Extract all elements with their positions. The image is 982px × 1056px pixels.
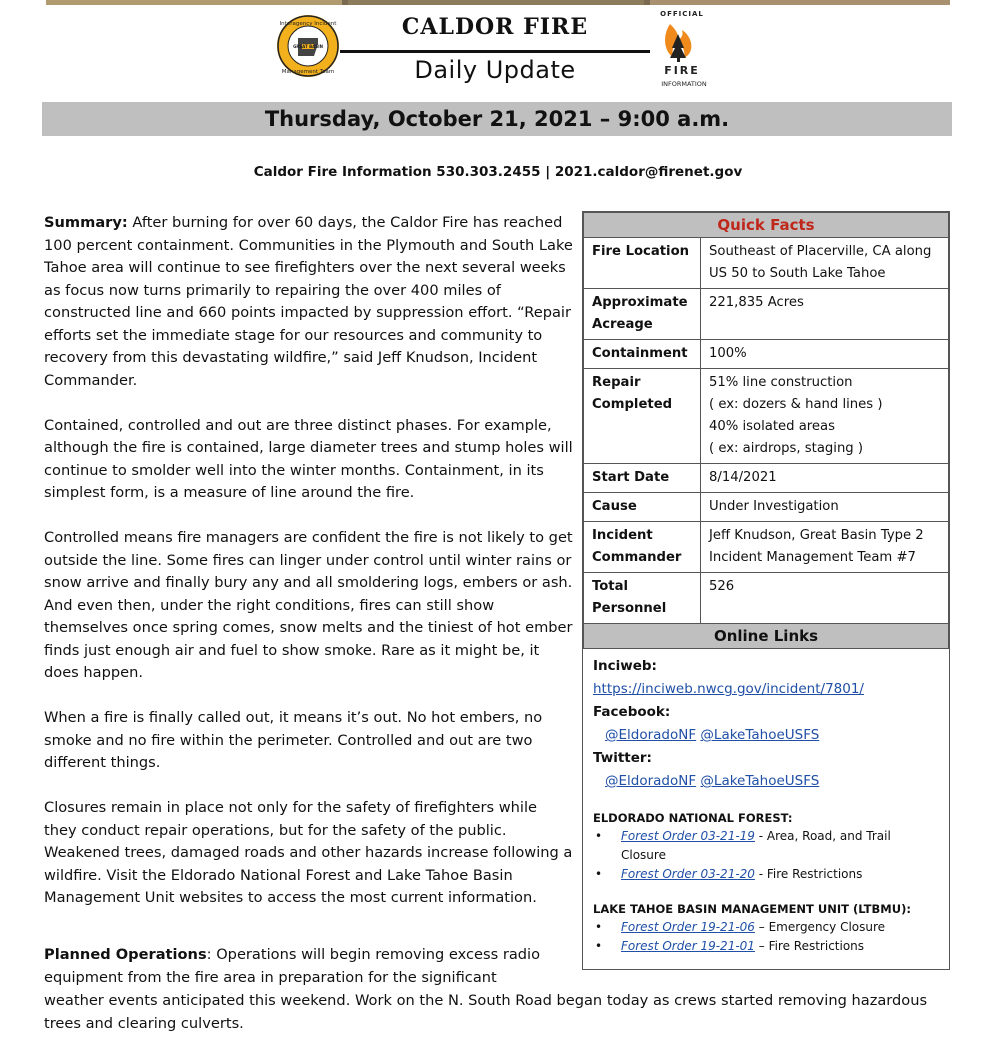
svg-text:GREAT BASIN: GREAT BASIN (293, 44, 323, 49)
online-links-heading: Online Links (584, 624, 949, 649)
fact-value: Jeff Knudson, Great Basin Type 2 Incident Management Team #7 (701, 522, 949, 573)
fact-label: Cause (584, 493, 701, 522)
order-description: – Emergency Closure (754, 920, 886, 934)
order-description: – Fire Restrictions (754, 939, 865, 953)
svg-text:OFFICIAL: OFFICIAL (660, 10, 704, 18)
forest-order-link[interactable]: Forest Order 03-21-20 (621, 867, 755, 881)
fact-value: Southeast of Placerville, CA along US 50 to South Lake Tahoe (701, 238, 949, 289)
repair-line: 40% isolated areas (709, 419, 835, 434)
quick-facts-box (582, 211, 950, 970)
forest-order-link[interactable]: Forest Order 19-21-06 (621, 920, 755, 934)
fact-label: Incident Commander (584, 522, 701, 573)
fact-label: Total Personnel (584, 573, 701, 624)
svg-text:Management Team: Management Team (281, 69, 335, 75)
fact-label: Start Date (584, 464, 701, 493)
inciweb-label: Inciweb: (593, 658, 657, 674)
table-row (584, 238, 949, 289)
main-text (44, 212, 574, 932)
fact-value: 526 (701, 573, 949, 624)
summary-paragraph (44, 212, 574, 392)
facebook-label: Facebook: (593, 704, 671, 720)
facebook-eldorado-link[interactable]: @EldoradoNF (605, 727, 697, 743)
list-item (621, 918, 939, 937)
paragraph-closures: Closures remain in place not only for the safety of firefighters while they conduct repair operations, but for the safety of the public. Weakened trees, damaged roads and other hazards increase following a wildfire. Visit the Eldorado National Forest and Lake Tahoe Basin Management Unit websites to access the most current information. (44, 799, 573, 906)
fact-value (701, 369, 949, 464)
table-row (584, 289, 949, 340)
table-row (584, 464, 949, 493)
fire-information-logo (640, 8, 724, 92)
twitter-label: Twitter: (593, 750, 652, 766)
quick-facts-table (583, 212, 949, 649)
fact-value: 221,835 Acres (701, 289, 949, 340)
repair-line: ( ex: airdrops, staging ) (709, 441, 864, 456)
fact-label: Containment (584, 340, 701, 369)
online-links (583, 649, 949, 962)
paragraph-phases: Contained, controlled and out are three distinct phases. For example, although the fire is contained, large diameter trees and stump holes will continue to smolder well into the winter months. Containment, in its simplest form, is a measure of line around the fire. (44, 416, 573, 501)
table-row (584, 369, 949, 464)
list-item (621, 865, 939, 884)
fact-value: 8/14/2021 (701, 464, 949, 493)
summary-text: After burning for over 60 days, the Caldor Fire has reached 100 percent containment. Communities in the Plymouth and South Lake Tahoe area will continue to see firefighters over the next several weeks as focus now turns primarily to repairing the over 400 miles of constructed line and 660 points impacted by suppression effort. “Repair efforts set the immediate stage for our resources and community to recovery from this devastating wildfire,” said Jeff Knudson, Incident Commander. (44, 214, 573, 389)
fact-label: Repair Completed (584, 369, 701, 464)
title-divider (340, 50, 650, 53)
facebook-laketahoe-link[interactable]: @LakeTahoeUSFS (700, 727, 820, 743)
svg-text:INFORMATION: INFORMATION (661, 80, 707, 88)
repair-line: 51% line construction (709, 375, 853, 390)
fact-label: Fire Location (584, 238, 701, 289)
twitter-laketahoe-link[interactable]: @LakeTahoeUSFS (700, 773, 820, 789)
forest-order-link[interactable]: Forest Order 19-21-01 (621, 939, 755, 953)
planned-label: Planned Operations (44, 946, 207, 963)
fact-label: Approximate Acreage (584, 289, 701, 340)
list-item (621, 937, 939, 956)
contact-line: Caldor Fire Information 530.303.2455 | 2021.caldor@firenet.gov (253, 164, 743, 180)
document-subtitle: Daily Update (414, 56, 576, 84)
fact-value: 100% (701, 340, 949, 369)
quick-facts-heading: Quick Facts (584, 213, 949, 238)
fact-value: Under Investigation (701, 493, 949, 522)
ltbmu-section-heading: LAKE TAHOE BASIN MANAGEMENT UNIT (LTBMU): (593, 902, 911, 916)
eldorado-orders-list (593, 827, 939, 884)
order-description: - Area, Road, and Trail Closure (621, 829, 891, 862)
svg-text:FIRE: FIRE (664, 64, 700, 77)
table-row (584, 340, 949, 369)
top-photo-strip (46, 0, 950, 5)
table-row (584, 522, 949, 573)
order-description: - Fire Restrictions (754, 867, 863, 881)
inciweb-link[interactable]: https://inciweb.nwcg.gov/incident/7801/ (593, 681, 864, 697)
date-banner: Thursday, October 21, 2021 – 9:00 a.m. (42, 102, 952, 136)
table-row (584, 573, 949, 624)
paragraph-out: When a fire is finally called out, it means it’s out. No hot embers, no smoke and no fire within the perimeter. Controlled and out are two different things. (44, 709, 543, 771)
ltbmu-orders-list (593, 918, 939, 956)
repair-line: ( ex: dozers & hand lines ) (709, 397, 883, 412)
planned-text-a: : Operations will begin removing excess radio equipment from the fire area in preparation for the significant (44, 946, 541, 986)
paragraph-controlled: Controlled means fire managers are confident the fire is not likely to get outside the line. Some fires can linger under control until winter rains or snow arrive and finally bury any and all smoldering logs, embers or ash. And even then, under the right conditions, fires can still show themselves once spring comes, snow melts and the tiniest of hot ember finds just enough air and fuel to show smoke. Rare as it might be, it does happen. (44, 529, 573, 681)
summary-label: Summary: (44, 214, 128, 231)
list-item (621, 827, 939, 865)
imt-logo (276, 14, 340, 78)
table-row (584, 493, 949, 522)
svg-text:Interagency Incident: Interagency Incident (279, 21, 337, 27)
document-title: CALDOR FIRE (401, 14, 589, 40)
eldorado-section-heading: ELDORADO NATIONAL FOREST: (593, 811, 793, 825)
planned-text-b: weather events anticipated this weekend. Work on the N. South Road began today as crews started removing hazardous trees and clearing culverts. (44, 992, 928, 1032)
twitter-eldorado-link[interactable]: @EldoradoNF (605, 773, 697, 789)
forest-order-link[interactable]: Forest Order 03-21-19 (621, 829, 755, 843)
